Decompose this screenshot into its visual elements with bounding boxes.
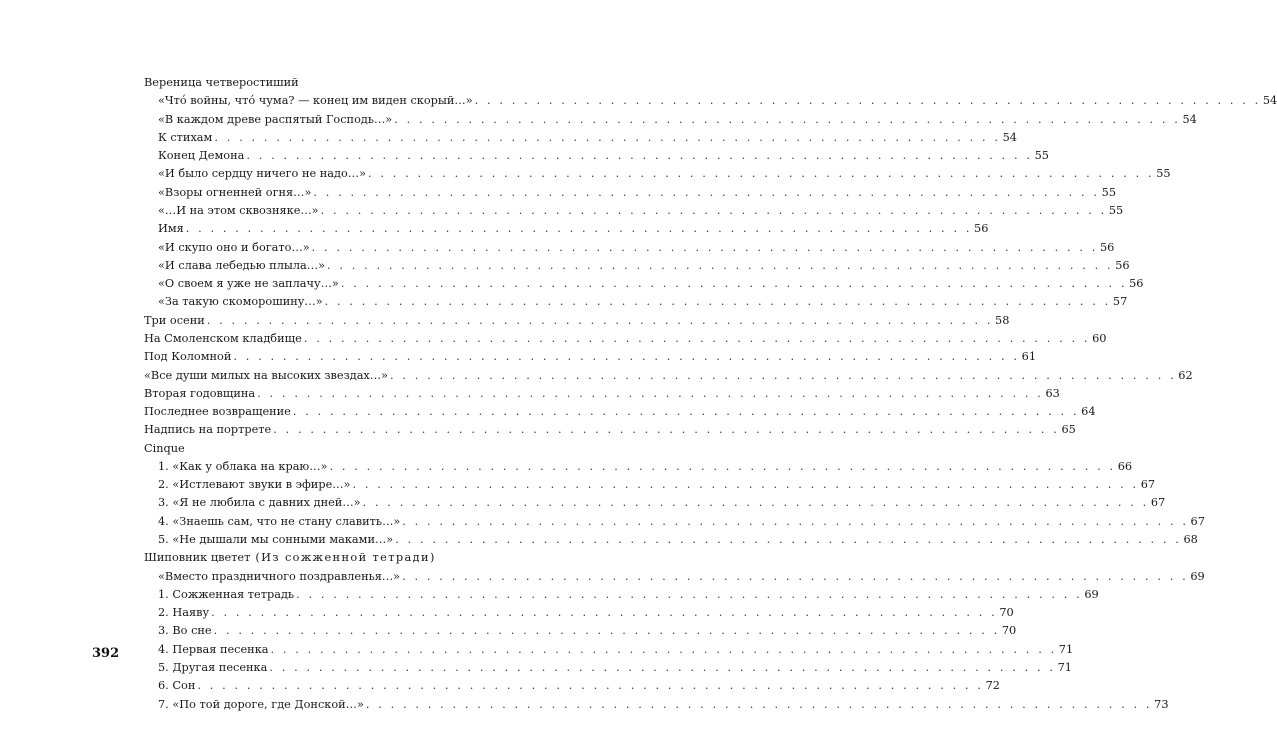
entry-page-number: 68 xyxy=(1183,533,1198,546)
entry-page-number: 70 xyxy=(999,606,1014,620)
entry-title: 1. Сожженная тетрадь xyxy=(158,587,295,601)
dot-leader: . . . . . . . . . . . . . . . . . . . . . . . . . . . . . . . . . . . . . . . . . . . . . . . . . . . . . . . . . . . . . . . . xyxy=(214,130,1001,144)
toc-entry xyxy=(158,494,1166,511)
entry-page-number: 56 xyxy=(1099,240,1115,254)
entry-title: 4. Первая песенка xyxy=(158,642,269,656)
entry-title: «И слава лебедью плыла…» xyxy=(158,258,325,272)
toc-section-entry xyxy=(144,348,1037,365)
entry-subtitle: (Из сожженной тетради) xyxy=(255,551,436,565)
entry-title: Шиповник цветет xyxy=(144,551,251,565)
entry-title: 5. Другая песенка xyxy=(158,661,268,674)
toc-entry xyxy=(158,239,1115,256)
entry-page-number: 61 xyxy=(1021,350,1037,364)
entry-title: «Взоры огненней огня…» xyxy=(158,185,312,199)
entry-title: 3. «Я не любила с давних дней…» xyxy=(158,496,361,510)
toc-section-entry xyxy=(144,385,1060,402)
entry-page-number: 54 xyxy=(1182,112,1197,126)
toc-entry xyxy=(158,696,1169,713)
toc-entry xyxy=(158,458,1133,475)
entry-title: «Чтó войны, чтó чума? — конец им виден скорый…» xyxy=(158,94,473,108)
toc-section-entry xyxy=(144,367,1193,384)
toc-entry xyxy=(158,147,1049,164)
entry-title: Надпись на портрете xyxy=(144,423,272,437)
entry-title: На Смоленском кладбище xyxy=(144,331,302,345)
entry-title: 5. «Не дышали мы сонными маками…» xyxy=(158,533,394,546)
toc-entry xyxy=(158,513,1205,530)
toc-entry xyxy=(158,184,1117,201)
toc-entry xyxy=(158,659,1072,676)
entry-page-number: 73 xyxy=(1154,697,1169,711)
entry-page-number: 66 xyxy=(1117,459,1133,473)
dot-leader: . . . . . . . . . . . . . . . . . . . . . . . . . . . . . . . . . . . . . . . . . . . . . . . . . . . . . . . . . . . . . . . . xyxy=(402,514,1189,528)
entry-page-number: 54 xyxy=(1002,130,1017,144)
entry-page-number: 56 xyxy=(1115,258,1130,272)
entry-title: Вторая годовщина xyxy=(144,386,256,400)
toc-entry xyxy=(158,220,989,237)
entry-title: Имя xyxy=(158,222,184,236)
page-number: 392 xyxy=(92,646,120,661)
entry-page-number: 69 xyxy=(1084,587,1099,601)
dot-leader: . . . . . . . . . . . . . . . . . . . . . . . . . . . . . . . . . . . . . . . . . . . . . . . . . . . . . . . . . . . . . . . . xyxy=(395,533,1182,546)
entry-title: Конец Демона xyxy=(158,149,245,163)
entry-title: «И было сердцу ничего не надо…» xyxy=(158,167,366,181)
dot-leader: . . . . . . . . . . . . . . . . . . . . . . . . . . . . . . . . . . . . . . . . . . . . . . . . . . . . . . . . . . . . . . . . xyxy=(296,587,1083,601)
toc-entry xyxy=(158,202,1124,219)
dot-leader: . . . . . . . . . . . . . . . . . . . . . . . . . . . . . . . . . . . . . . . . . . . . . . . . . . . . . . . . . . . . . . . . xyxy=(367,167,1155,181)
entry-page-number: 64 xyxy=(1081,405,1096,418)
toc-entry xyxy=(158,257,1130,274)
entry-title: 2. Наяву xyxy=(158,606,210,620)
entry-title: «…И на этом сквозняке…» xyxy=(158,204,319,217)
dot-leader: . . . . . . . . . . . . . . . . . . . . . . . . . . . . . . . . . . . . . . . . . . . . . . . . . . . . . . . . . . . . . . . . xyxy=(197,679,984,693)
dot-leader: . . . . . . . . . . . . . . . . . . . . . . . . . . . . . . . . . . . . . . . . . . . . . . . . . . . . . . . . . . . . . . . . xyxy=(269,661,1056,674)
entry-page-number: 57 xyxy=(1112,295,1128,309)
entry-title: Три осени xyxy=(144,313,205,327)
entry-title: 6. Сон xyxy=(158,679,196,693)
entry-title: Последнее возвращение xyxy=(144,405,291,418)
entry-title: 2. «Истлевают звуки в эфире…» xyxy=(158,478,351,492)
dot-leader: . . . . . . . . . . . . . . . . . . . . . . . . . . . . . . . . . . . . . . . . . . . . . . . . . . . . . . . . . . . . . . . . xyxy=(402,569,1189,583)
entry-page-number: 55 xyxy=(1034,149,1049,163)
entry-page-number: 69 xyxy=(1190,569,1205,583)
entry-page-number: 72 xyxy=(985,679,1000,693)
entry-title: 1. «Как у облака на краю…» xyxy=(158,459,328,473)
toc-entry xyxy=(158,111,1197,128)
dot-leader: . . . . . . . . . . . . . . . . . . . . . . . . . . . . . . . . . . . . . . . . . . . . . . . . . . . . . . . . . . . . . . . . xyxy=(329,459,1116,473)
entry-title: 4. «Знаешь сам, что не стану славить…» xyxy=(158,514,401,528)
toc-entry xyxy=(158,677,1000,694)
dot-leader: . . . . . . . . . . . . . . . . . . . . . . . . . . . . . . . . . . . . . . . . . . . . . . . . . . . . . . . . . . . . . . . . xyxy=(185,222,973,236)
entry-title: «За такую скоморошину…» xyxy=(158,295,323,309)
entry-page-number: 67 xyxy=(1140,478,1156,492)
entry-title: «В каждом древе распятый Господь…» xyxy=(158,112,393,126)
toc-entry xyxy=(158,129,1017,146)
dot-leader: . . . . . . . . . . . . . . . . . . . . . . . . . . . . . . . . . . . . . . . . . . . . . . . . . . . . . . . . . . . . . . . . xyxy=(362,496,1149,510)
dot-leader: . . . . . . . . . . . . . . . . . . . . . . . . . . . . . . . . . . . . . . . . . . . . . . . . . . . . . . . . . . . . . . . . xyxy=(324,295,1111,309)
dot-leader: . . . . . . . . . . . . . . . . . . . . . . . . . . . . . . . . . . . . . . . . . . . . . . . . . . . . . . . . . . . . . . . . xyxy=(273,423,1060,437)
entry-page-number: 67 xyxy=(1150,496,1166,510)
toc-section-entry xyxy=(144,330,1107,347)
entry-page-number: 62 xyxy=(1178,368,1193,382)
toc-entry xyxy=(158,641,1074,658)
dot-leader: . . . . . . . . . . . . . . . . . . . . . . . . . . . . . . . . . . . . . . . . . . . . . . . . . . . . . . . . . . . . . . . . xyxy=(213,624,1000,638)
dot-leader: . . . . . . . . . . . . . . . . . . . . . . . . . . . . . . . . . . . . . . . . . . . . . . . . . . . . . . . . . . . . . . . . xyxy=(340,277,1128,291)
toc-entry xyxy=(158,92,1277,109)
dot-leader: . . . . . . . . . . . . . . . . . . . . . . . . . . . . . . . . . . . . . . . . . . . . . . . . . . . . . . . . . . . . . . . . xyxy=(257,386,1044,400)
dot-leader: . . . . . . . . . . . . . . . . . . . . . . . . . . . . . . . . . . . . . . . . . . . . . . . . . . . . . . . . . . . . . . . . xyxy=(311,240,1098,254)
entry-page-number: 55 xyxy=(1101,185,1117,199)
dot-leader: . . . . . . . . . . . . . . . . . . . . . . . . . . . . . . . . . . . . . . . . . . . . . . . . . . . . . . . . . . . . . . . . xyxy=(246,149,1033,163)
dot-leader: . . . . . . . . . . . . . . . . . . . . . . . . . . . . . . . . . . . . . . . . . . . . . . . . . . . . . . . . . . . . . . . . xyxy=(365,697,1153,711)
entry-page-number: 65 xyxy=(1061,423,1076,437)
toc-section-entry xyxy=(144,440,497,457)
entry-title: «Вместо праздничного поздравленья…» xyxy=(158,569,401,583)
entry-title: Cinque xyxy=(144,441,185,455)
dot-leader: . . . . . . . . . . . . . . . . . . . . . . . . . . . . . . . . . . . . . . . . . . . . . . . . . . . . . . . . . . . . . . . . xyxy=(270,642,1057,656)
entry-title: 7. «По той дороге, где Донской…» xyxy=(158,697,364,711)
dot-leader: . . . . . . . . . . . . . . . . . . . . . . . . . . . . . . . . . . . . . . . . . . . . . . . . . . . . . . . . . . . . . . . . xyxy=(352,478,1139,492)
entry-page-number: 54 xyxy=(1262,94,1277,108)
toc-entry xyxy=(158,293,1128,310)
dot-leader: . . . . . . . . . . . . . . . . . . . . . . . . . . . . . . . . . . . . . . . . . . . . . . . . . . . . . . . . . . . . . . . . xyxy=(320,204,1107,217)
dot-leader: . . . . . . . . . . . . . . . . . . . . . . . . . . . . . . . . . . . . . . . . . . . . . . . . . . . . . . . . . . . . . . . . xyxy=(474,94,1261,108)
entry-page-number: 71 xyxy=(1057,661,1072,674)
toc-section-entry xyxy=(144,74,497,91)
toc-section-entry xyxy=(144,421,1076,438)
toc-entry xyxy=(158,531,1198,548)
entry-page-number: 60 xyxy=(1092,331,1107,345)
entry-title: Под Коломной xyxy=(144,350,232,364)
entry-page-number: 56 xyxy=(1129,277,1144,291)
toc-entry xyxy=(158,622,1017,639)
entry-title: «Все души милых на высоких звездах…» xyxy=(144,368,389,382)
entry-page-number: 63 xyxy=(1045,386,1060,400)
dot-leader: . . . . . . . . . . . . . . . . . . . . . . . . . . . . . . . . . . . . . . . . . . . . . . . . . . . . . . . . . . . . . . . . xyxy=(233,350,1020,364)
toc-section-entry xyxy=(144,312,1010,329)
toc-entry xyxy=(158,568,1205,585)
toc-entry xyxy=(158,604,1014,621)
entry-page-number: 71 xyxy=(1058,642,1074,656)
entry-title: 3. Во сне xyxy=(158,624,212,638)
entry-page-number: 58 xyxy=(995,313,1010,327)
entry-title: Вереница четверостиший xyxy=(144,76,299,89)
entry-page-number: 70 xyxy=(1001,624,1017,638)
dot-leader: . . . . . . . . . . . . . . . . . . . . . . . . . . . . . . . . . . . . . . . . . . . . . . . . . . . . . . . . . . . . . . . . xyxy=(390,368,1177,382)
dot-leader: . . . . . . . . . . . . . . . . . . . . . . . . . . . . . . . . . . . . . . . . . . . . . . . . . . . . . . . . . . . . . . . . xyxy=(394,112,1181,126)
dot-leader: . . . . . . . . . . . . . . . . . . . . . . . . . . . . . . . . . . . . . . . . . . . . . . . . . . . . . . . . . . . . . . . . xyxy=(206,313,994,327)
dot-leader: . . . . . . . . . . . . . . . . . . . . . . . . . . . . . . . . . . . . . . . . . . . . . . . . . . . . . . . . . . . . . . . . xyxy=(313,185,1100,199)
dot-leader: . . . . . . . . . . . . . . . . . . . . . . . . . . . . . . . . . . . . . . . . . . . . . . . . . . . . . . . . . . . . . . . . xyxy=(326,258,1114,272)
entry-title: К стихам xyxy=(158,130,213,144)
entry-title: «И скупо оно и богато…» xyxy=(158,240,310,254)
dot-leader: . . . . . . . . . . . . . . . . . . . . . . . . . . . . . . . . . . . . . . . . . . . . . . . . . . . . . . . . . . . . . . . . xyxy=(303,331,1091,345)
toc-section-entry xyxy=(144,403,1096,420)
toc-entry xyxy=(158,165,1171,182)
entry-page-number: 56 xyxy=(974,222,989,236)
dot-leader: . . . . . . . . . . . . . . . . . . . . . . . . . . . . . . . . . . . . . . . . . . . . . . . . . . . . . . . . . . . . . . . . xyxy=(211,606,998,620)
entry-page-number: 55 xyxy=(1156,167,1171,181)
dot-leader: . . . . . . . . . . . . . . . . . . . . . . . . . . . . . . . . . . . . . . . . . . . . . . . . . . . . . . . . . . . . . . . . xyxy=(292,405,1080,418)
entry-title: «О своем я уже не заплачу…» xyxy=(158,277,339,291)
entry-page-number: 67 xyxy=(1190,514,1205,528)
toc-entry xyxy=(158,275,1144,292)
toc-entry xyxy=(158,476,1156,493)
entry-page-number: 55 xyxy=(1108,204,1124,217)
toc-section-entry xyxy=(144,549,497,566)
toc-entry xyxy=(158,586,1099,603)
